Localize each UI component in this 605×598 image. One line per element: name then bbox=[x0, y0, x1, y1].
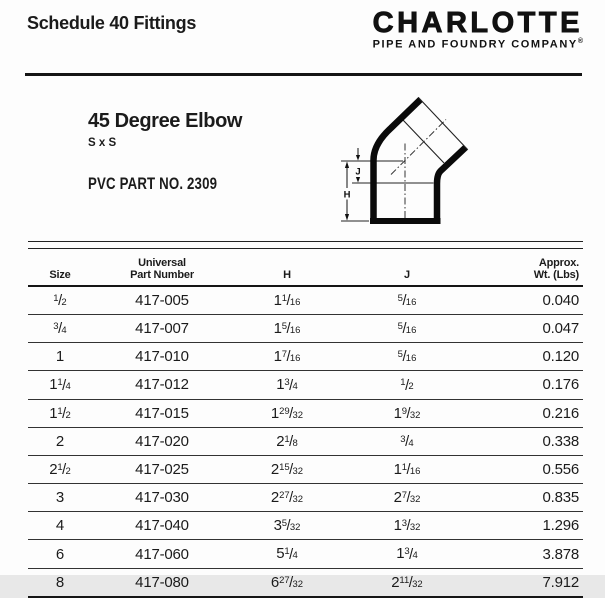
cell-j: 1$^3$/32 bbox=[342, 512, 472, 540]
fitting-dimensions-table bbox=[28, 249, 583, 598]
col-header-size: Size bbox=[28, 249, 92, 286]
logo-wordmark: CHARLOTTE bbox=[372, 7, 583, 39]
logo-tagline-text: PIPE AND FOUNDRY COMPANY bbox=[372, 38, 578, 51]
cell-h: 6$^{27}$/32 bbox=[232, 568, 342, 597]
spec-table bbox=[28, 241, 583, 598]
col-header-part-line1: Universal bbox=[138, 256, 186, 269]
cell-j: 1$^9$/32 bbox=[342, 399, 472, 427]
table-top-rule bbox=[28, 241, 583, 249]
col-header-j: J bbox=[342, 249, 472, 286]
dim-j-arrow-top bbox=[356, 155, 360, 161]
table-row bbox=[28, 540, 583, 568]
cell-part-number: 417-007 bbox=[92, 314, 232, 342]
cell-weight: 0.556 bbox=[472, 455, 583, 483]
cell-j: $^3$/4 bbox=[342, 427, 472, 455]
table-header-row bbox=[28, 249, 583, 286]
cell-h: 3$^5$/32 bbox=[232, 512, 342, 540]
cell-part-number: 417-010 bbox=[92, 343, 232, 371]
cell-weight: 3.878 bbox=[472, 540, 583, 568]
table-row bbox=[28, 314, 583, 342]
cell-h: 1$^{29}$/32 bbox=[232, 399, 342, 427]
cell-size: 2 bbox=[28, 427, 92, 455]
table-row bbox=[28, 512, 583, 540]
table-row bbox=[28, 455, 583, 483]
header-divider bbox=[25, 73, 582, 76]
cell-h: 2$^{27}$/32 bbox=[232, 484, 342, 512]
logo-tagline bbox=[373, 38, 583, 51]
cell-part-number: 417-040 bbox=[92, 512, 232, 540]
cell-h: 2$^1$/8 bbox=[232, 427, 342, 455]
registered-mark: ® bbox=[577, 38, 583, 45]
product-part-number: PVC PART NO. 2309 bbox=[88, 174, 218, 193]
cell-size: 1 bbox=[28, 343, 92, 371]
cell-j: $^1$/2 bbox=[342, 371, 472, 399]
cell-weight: 1.296 bbox=[472, 512, 583, 540]
table-row bbox=[28, 427, 583, 455]
cell-weight: 7.912 bbox=[472, 568, 583, 597]
cell-size: 1$^1$/4 bbox=[28, 371, 92, 399]
cell-h: 1$^7$/16 bbox=[232, 343, 342, 371]
cell-size: 2$^1$/2 bbox=[28, 455, 92, 483]
cell-size: 1$^1$/2 bbox=[28, 399, 92, 427]
cell-h: 1$^1$/16 bbox=[273, 291, 301, 309]
cell-j: $^5$/16 bbox=[397, 292, 417, 309]
product-title: 45 Degree Elbow bbox=[88, 110, 243, 132]
cell-h: 2$^{15}$/32 bbox=[232, 455, 342, 483]
col-header-part-number bbox=[92, 249, 232, 286]
cell-part-number: 417-012 bbox=[92, 371, 232, 399]
col-header-h: H bbox=[232, 249, 342, 286]
cell-size: 4 bbox=[28, 512, 92, 540]
cell-part-number: 417-060 bbox=[92, 540, 232, 568]
cell-weight: 0.338 bbox=[472, 427, 583, 455]
cell-part-number: 417-005 bbox=[135, 291, 189, 309]
dim-j-arrow-bottom bbox=[356, 177, 360, 183]
centerline-diagonal bbox=[391, 120, 446, 175]
table-row bbox=[28, 399, 583, 427]
cell-size: $^1$/2 bbox=[53, 292, 67, 309]
table-row bbox=[28, 568, 583, 597]
elbow-inner-wall bbox=[437, 148, 466, 224]
cell-j: $^5$/16 bbox=[342, 343, 472, 371]
cell-weight: 0.120 bbox=[472, 343, 583, 371]
cell-part-number: 417-015 bbox=[92, 399, 232, 427]
col-header-part-line2: Part Number bbox=[130, 269, 194, 282]
cell-weight: 0.176 bbox=[472, 371, 583, 399]
cell-j: 2$^7$/32 bbox=[342, 484, 472, 512]
col-header-weight-line1: Approx. bbox=[538, 256, 579, 269]
product-connection: S x S bbox=[88, 137, 117, 149]
elbow-diagram bbox=[333, 85, 508, 230]
cell-weight: 0.216 bbox=[472, 399, 583, 427]
table-row bbox=[28, 484, 583, 512]
table-row bbox=[28, 371, 583, 399]
cell-part-number: 417-020 bbox=[92, 427, 232, 455]
col-header-weight-line2: Wt. (Lbs) bbox=[533, 269, 579, 282]
cell-j: 2$^{11}$/32 bbox=[342, 568, 472, 597]
cell-size: 8 bbox=[28, 568, 92, 597]
cell-size: $^3$/4 bbox=[28, 314, 92, 342]
dim-h-arrow-bottom bbox=[345, 214, 349, 221]
dim-h-arrow-top bbox=[345, 162, 349, 169]
cell-h: 1$^3$/4 bbox=[232, 371, 342, 399]
cell-size: 3 bbox=[28, 484, 92, 512]
cell-size: 6 bbox=[28, 540, 92, 568]
cell-part-number: 417-030 bbox=[92, 484, 232, 512]
cell-weight: 0.047 bbox=[472, 314, 583, 342]
cell-j: $^5$/16 bbox=[342, 314, 472, 342]
table-row bbox=[28, 343, 583, 371]
dim-label-h: H bbox=[343, 189, 351, 201]
cell-j: 1$^3$/4 bbox=[342, 540, 472, 568]
col-header-weight bbox=[472, 249, 583, 286]
cell-h: 5$^1$/4 bbox=[232, 540, 342, 568]
page-title: Schedule 40 Fittings bbox=[27, 13, 197, 33]
charlotte-logo bbox=[373, 8, 583, 51]
cell-part-number: 417-080 bbox=[92, 568, 232, 597]
cell-weight: 0.835 bbox=[472, 484, 583, 512]
cell-h: 1$^5$/16 bbox=[232, 314, 342, 342]
cell-j: 1$^1$/16 bbox=[342, 455, 472, 483]
table-row bbox=[28, 286, 583, 315]
elbow-top-face bbox=[418, 97, 468, 150]
cell-part-number: 417-025 bbox=[92, 455, 232, 483]
dim-label-j: J bbox=[355, 166, 361, 178]
cell-weight: 0.040 bbox=[542, 291, 579, 309]
